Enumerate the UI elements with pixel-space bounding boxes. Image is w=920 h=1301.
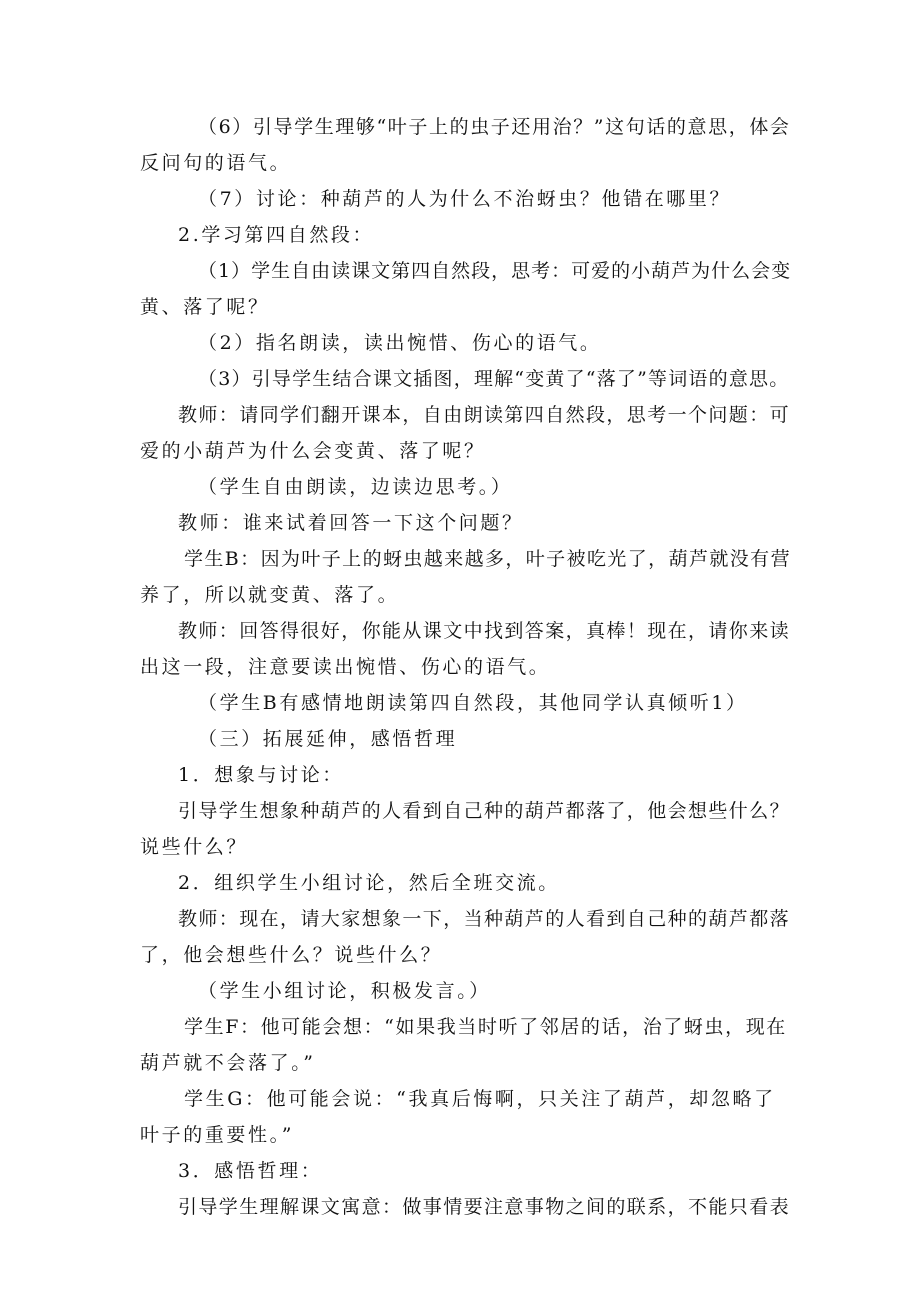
text-line: （7）讨论：种葫芦的人为什么不治蚜虫？他错在哪里？ [198, 188, 732, 210]
text-line: 黄、落了呢？ [140, 296, 270, 318]
text-line: 1．想象与讨论： [178, 764, 344, 786]
text-line: 2．组织学生小组讨论，然后全班交流。 [178, 872, 560, 894]
text-line: 教师：谁来试着回答一下这个问题？ [178, 512, 524, 534]
text-line: 教师：现在，请大家想象一下，当种葫芦的人看到自己种的葫芦都落 [178, 908, 791, 930]
text-line: 学生G：他可能会说：“我真后悔啊，只关注了葫芦，却忽略了 [184, 1088, 776, 1110]
text-line: （学生小组讨论，积极发言。） [198, 980, 491, 1002]
text-line: 学生B：因为叶子上的蚜虫越来越多，叶子被吃光了，葫芦就没有营 [184, 548, 791, 570]
text-line: 说些什么？ [140, 836, 249, 858]
text-line: 葫芦就不会落了。” [140, 1052, 316, 1074]
text-line: （三）拓展延伸，感悟哲理 [198, 728, 458, 750]
text-line: 教师：回答得很好，你能从课文中找到答案，真棒！现在，请你来读 [178, 620, 791, 642]
text-line: 3．感悟哲理： [178, 1160, 323, 1182]
text-line: 引导学生想象种葫芦的人看到自己种的葫芦都落了，他会想些什么？ [178, 800, 791, 822]
text-line: 教师：请同学们翻开课本，自由朗读第四自然段，思考一个问题：可 [178, 404, 791, 426]
text-line: （学生B有感情地朗读第四自然段，其他同学认真倾听1） [198, 692, 748, 714]
text-line: 学生F：他可能会想：“如果我当时听了邻居的话，治了蚜虫，现在 [184, 1016, 787, 1038]
text-line: 反问句的语气。 [140, 152, 292, 174]
text-line: 引导学生理解课文寓意：做事情要注意事物之间的联系，不能只看表 [178, 1196, 791, 1218]
text-line: 出这一段，注意要读出惋惜、伤心的语气。 [140, 656, 551, 678]
text-line: （6）引导学生理够“叶子上的虫子还用治？”这句话的意思，体会 [198, 116, 791, 138]
text-line: 了，他会想些什么？说些什么？ [140, 944, 443, 966]
text-line: （2）指名朗读，读出惋惜、伤心的语气。 [198, 332, 602, 354]
text-line: （3）引导学生结合课文插图，理解“变黄了“落了”等词语的意思。 [198, 368, 790, 390]
text-line: 爱的小葫芦为什么会变黄、落了呢？ [140, 440, 486, 462]
text-line: 养了，所以就变黄、落了。 [140, 584, 400, 606]
text-line: 叶子的重要性。” [140, 1124, 295, 1146]
text-line: （学生自由朗读，边读边思考。） [198, 476, 513, 498]
text-line: （1）学生自由读课文第四自然段，思考：可爱的小葫芦为什么会变 [198, 260, 792, 282]
text-line: 2.学习第四自然段： [178, 224, 375, 246]
